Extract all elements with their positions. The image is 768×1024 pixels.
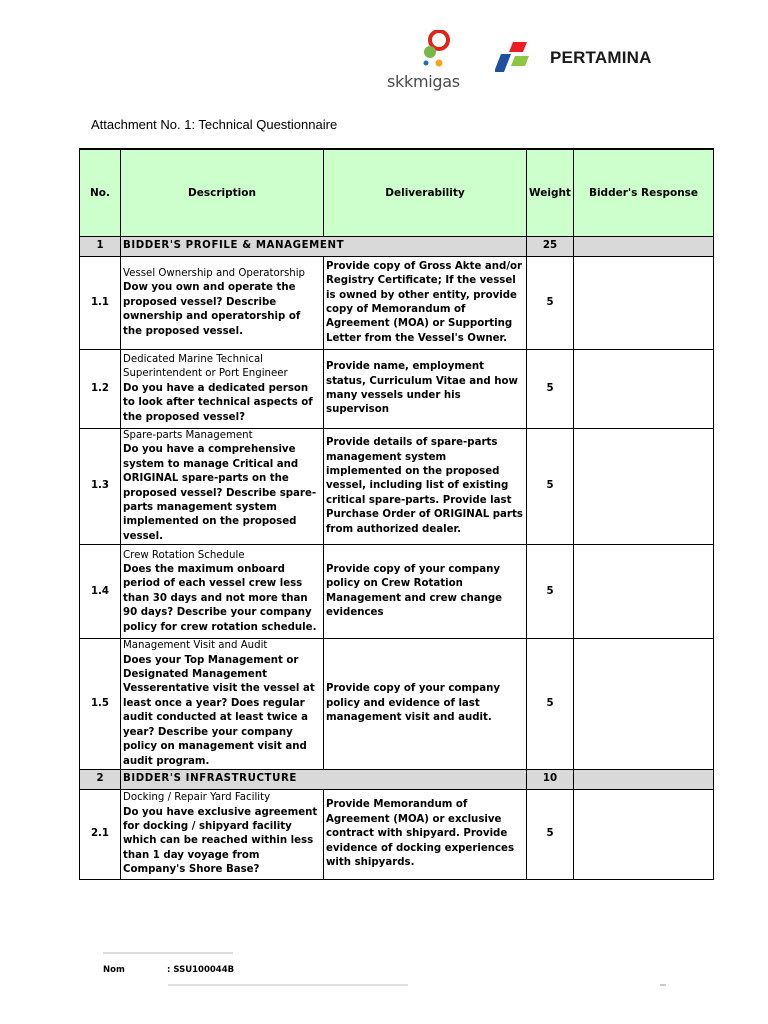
header-logos <box>385 22 675 92</box>
row-description <box>121 257 324 350</box>
row-number: 2.1 <box>80 789 121 879</box>
header-description: Description <box>121 149 324 237</box>
section-response-cell <box>574 769 714 789</box>
row-description-body: Does your Top Management or Designated Management Vesserentative visit the vessel at least once a year? Does regular audit conducted at least twice a year? Describe your company policy on management visit and audit program. <box>123 654 315 767</box>
skkmigas-logo <box>385 30 480 94</box>
section-title: BIDDER'S PROFILE & MANAGEMENT <box>121 237 527 257</box>
row-description <box>121 350 324 429</box>
row-description-title: Docking / Repair Yard Facility <box>123 792 271 804</box>
row-description <box>121 545 324 639</box>
row-description <box>121 789 324 879</box>
table-row <box>80 545 714 639</box>
pertamina-logo <box>495 38 675 78</box>
footer-nom-label: Nom <box>103 965 125 975</box>
row-deliverability: Provide copy of Gross Akte and/or Registry Certificate; If the vessel is owned by other entity, provide copy of Memorandum of Agreement (MOA) or Supporting Letter from the Vessel's Owner. <box>324 257 527 350</box>
row-description-title: Vessel Ownership and Operatorship <box>123 267 306 279</box>
bidder-response-cell[interactable] <box>574 639 714 770</box>
header-weight: Weight <box>527 149 574 237</box>
header-no: No. <box>80 149 121 237</box>
row-description-title: Spare-parts Management <box>123 430 253 441</box>
header-deliverability: Deliverability <box>324 149 527 237</box>
row-deliverability: Provide copy of your company policy and evidence of last management visit and audit. <box>324 639 527 770</box>
row-weight: 5 <box>527 429 574 545</box>
row-number: 1.5 <box>80 639 121 770</box>
faded-footer-line <box>168 984 408 986</box>
document-title: Attachment No. 1: Technical Questionnaire <box>91 117 338 132</box>
table-header-row <box>80 149 714 237</box>
table-row <box>80 257 714 350</box>
section-weight: 25 <box>527 237 574 257</box>
document-footer <box>103 965 234 975</box>
section-row-infrastructure <box>80 769 714 789</box>
row-weight: 5 <box>527 257 574 350</box>
table-row <box>80 789 714 879</box>
row-description-body: Do you have a comprehensive system to manage Critical and ORIGINAL spare-parts on the proposed vessel? Describe spare-parts management system implemented on the proposed vessel. <box>123 444 317 542</box>
row-description <box>121 429 324 545</box>
page-mark <box>660 984 666 986</box>
bidder-response-cell[interactable] <box>574 350 714 429</box>
row-weight: 5 <box>527 639 574 770</box>
row-description-body: Dow you own and operate the proposed vessel? Describe ownership and operatorship of the proposed vessel. <box>123 282 301 337</box>
table-row <box>80 639 714 770</box>
row-deliverability: Provide details of spare-parts management system implemented on the proposed vessel, including list of existing critical spare-parts. Provide last Purchase Order of ORIGINAL parts from authorized dealer. <box>324 429 527 545</box>
section-row-profile <box>80 237 714 257</box>
bidder-response-cell[interactable] <box>574 789 714 879</box>
table-row <box>80 350 714 429</box>
row-description-body: Does the maximum onboard period of each vessel crew less than 30 days and not more than 90 days? Describe your company policy for crew rotation schedule. <box>123 563 317 633</box>
section-weight: 10 <box>527 769 574 789</box>
row-deliverability: Provide name, employment status, Curriculum Vitae and how many vessels under his supervison <box>324 350 527 429</box>
section-title: BIDDER'S INFRASTRUCTURE <box>121 769 527 789</box>
row-description-title: Dedicated Marine Technical Superintendent or Port Engineer <box>123 353 288 380</box>
row-number: 1.1 <box>80 257 121 350</box>
section-number: 2 <box>80 769 121 789</box>
row-deliverability: Provide Memorandum of Agreement (MOA) or exclusive contract with shipyard. Provide evidence of docking experiences with shipyards. <box>324 789 527 879</box>
pertamina-wordmark: PERTAMINA <box>550 48 652 67</box>
row-deliverability: Provide copy of your company policy on Crew Rotation Management and crew change evidences <box>324 545 527 639</box>
row-weight: 5 <box>527 350 574 429</box>
section-number: 1 <box>80 237 121 257</box>
section-response-cell <box>574 237 714 257</box>
row-number: 1.4 <box>80 545 121 639</box>
row-weight: 5 <box>527 789 574 879</box>
row-number: 1.3 <box>80 429 121 545</box>
row-weight: 5 <box>527 545 574 639</box>
header-response: Bidder's Response <box>574 149 714 237</box>
row-description-title: Crew Rotation Schedule <box>123 549 245 561</box>
skkmigas-wordmark: skkmigas <box>387 72 460 91</box>
technical-questionnaire-table <box>79 148 714 880</box>
row-description-body: Do you have exclusive agreement for docking / shipyard facility which can be reached within less than 1 day voyage from Company's Shore Base? <box>123 806 318 876</box>
bidder-response-cell[interactable] <box>574 545 714 639</box>
row-description <box>121 639 324 770</box>
bidder-response-cell[interactable] <box>574 429 714 545</box>
faded-footer-text <box>103 952 233 954</box>
row-description-body: Do you have a dedicated person to look after technical aspects of the proposed vessel? <box>123 382 313 423</box>
bidder-response-cell[interactable] <box>574 257 714 350</box>
row-description-title: Management Visit and Audit <box>123 640 268 652</box>
footer-nom-value: : SSU100044B <box>167 965 235 975</box>
row-number: 1.2 <box>80 350 121 429</box>
table-row <box>80 429 714 545</box>
